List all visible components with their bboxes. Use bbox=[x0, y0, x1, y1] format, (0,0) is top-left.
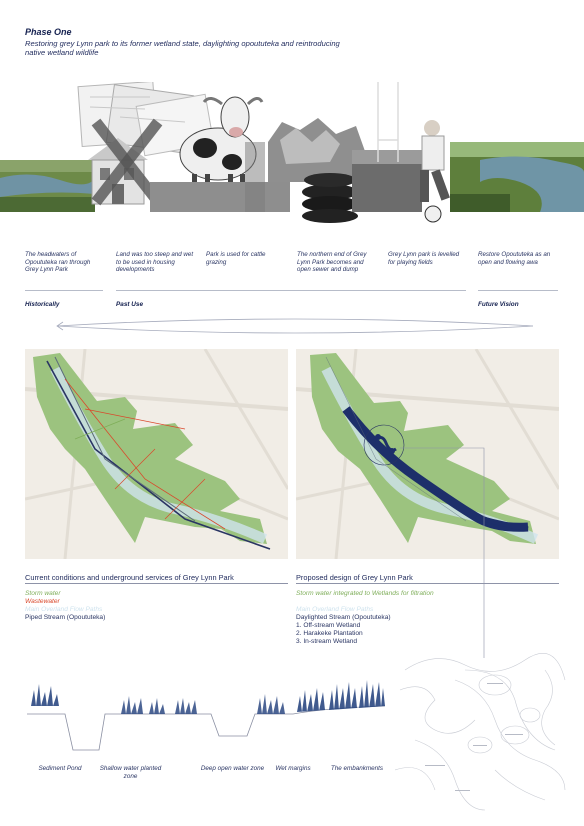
detail-callout-line bbox=[400, 440, 490, 665]
current-conditions-map bbox=[25, 349, 288, 559]
legend-overland-flow: Main Overland Flow Paths bbox=[25, 606, 103, 613]
landscape-collage-image bbox=[0, 82, 584, 224]
timeline-caption: Restore Opoututeka as an open and flowing awa bbox=[478, 251, 551, 266]
label-past-use: Past Use bbox=[116, 301, 143, 308]
section-label-deep-water: Deep open water zone bbox=[200, 765, 265, 772]
label-historically: Historically bbox=[25, 301, 60, 308]
timeline-divider bbox=[25, 290, 103, 291]
proposed-map-title: Proposed design of Grey Lynn Park bbox=[296, 573, 413, 582]
page-subtitle: Restoring grey Lynn park to its former wetland state, daylighting opoututeka and reintroducing native wetland wildlife bbox=[25, 39, 340, 57]
legend-storm-water-wetlands: Storm water integrated to Wetlands for filtration bbox=[296, 590, 434, 597]
timeline-divider bbox=[478, 290, 558, 291]
label-future-vision: Future Vision bbox=[478, 301, 519, 308]
page-title: Phase One bbox=[25, 27, 72, 37]
section-divider bbox=[25, 583, 288, 584]
timeline-arrow bbox=[55, 314, 535, 341]
legend-overland-flow: Main Overland Flow Paths bbox=[296, 606, 374, 613]
legend-wastewater: Wastewater bbox=[25, 598, 60, 605]
timeline-caption: Park is used for cattle grazing bbox=[206, 251, 266, 266]
wetland-cross-section bbox=[25, 680, 395, 770]
legend-piped-stream: Piped Stream (Opoututeka) bbox=[25, 614, 106, 621]
timeline-caption: Land was too steep and wet to be used in housing developments bbox=[116, 251, 194, 273]
timeline-caption: The headwaters of Opoututeka ran through Grey Lynn Park bbox=[25, 251, 91, 273]
timeline-caption: Grey Lynn park is levelled for playing fields bbox=[388, 251, 460, 266]
section-divider bbox=[296, 583, 559, 584]
timeline-divider bbox=[116, 290, 466, 291]
section-label-embankments: The embankments bbox=[330, 765, 384, 772]
legend-in-stream-wetland: 3. In-stream Wetland bbox=[296, 638, 358, 645]
legend-storm-water: Storm water bbox=[25, 590, 61, 597]
section-label-shallow-water: Shallow water planted zone bbox=[99, 765, 162, 780]
detail-site-plan bbox=[395, 650, 570, 820]
timeline-caption: The northern end of Grey Lynn Park becomes and open sewer and dump bbox=[297, 251, 367, 273]
legend-off-stream-wetland: 1. Off-stream Wetland bbox=[296, 622, 361, 629]
section-label-sediment-pond: Sediment Pond bbox=[38, 765, 82, 772]
current-map-title: Current conditions and underground services of Grey Lynn Park bbox=[25, 573, 234, 582]
legend-daylighted-stream: Daylighted Stream (Opoututeka) bbox=[296, 614, 391, 621]
section-label-wet-margins: Wet margins bbox=[275, 765, 311, 772]
legend-harakeke-plantation: 2. Harakeke Plantation bbox=[296, 630, 363, 637]
